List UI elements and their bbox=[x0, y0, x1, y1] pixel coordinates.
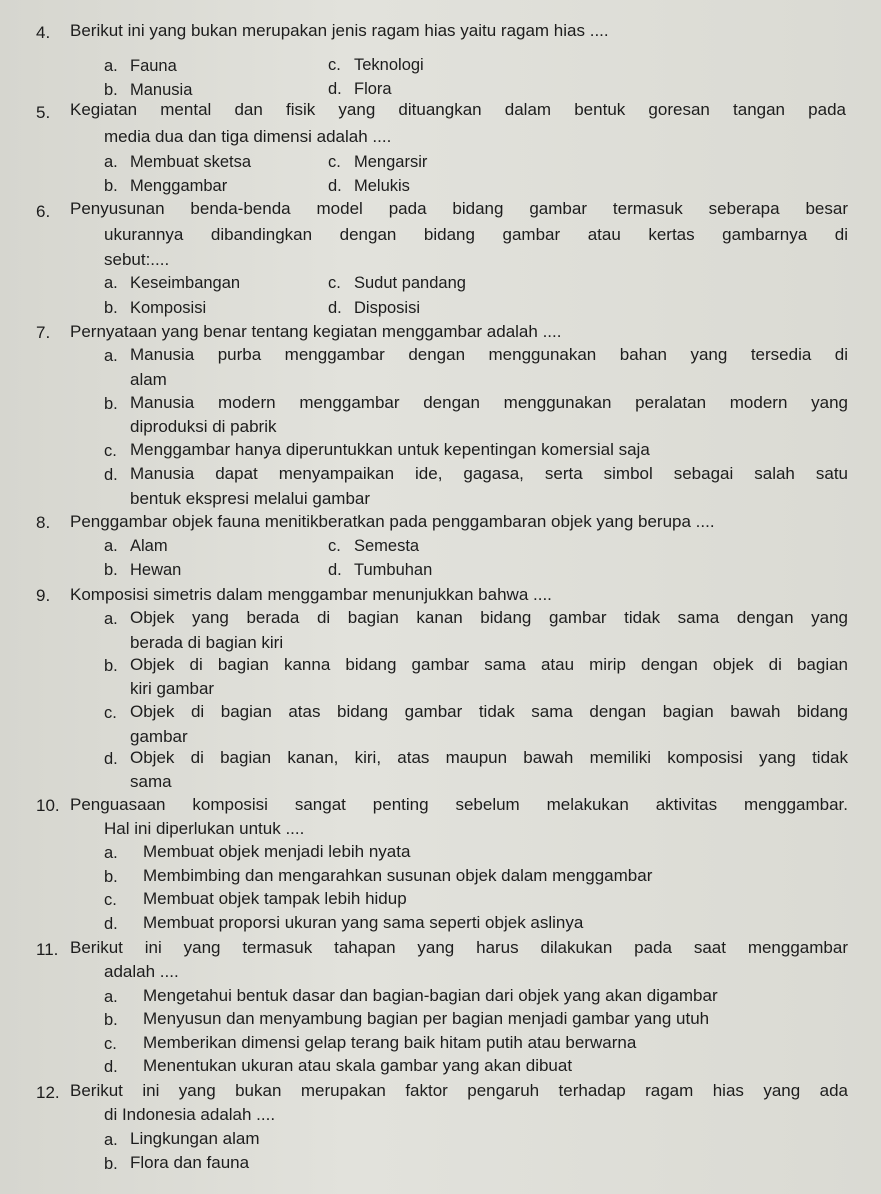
question-number: 8. bbox=[36, 513, 51, 532]
option-d: d. Tumbuhan bbox=[328, 561, 433, 579]
option-d-text: sama bbox=[130, 772, 172, 791]
option-a: a. Alam bbox=[104, 537, 168, 555]
option-b: b. Komposisi bbox=[104, 299, 207, 317]
question-text: Hal ini diperlukan untuk .... bbox=[104, 819, 305, 838]
option-a: a. bbox=[104, 988, 118, 1006]
question-number: 7. bbox=[36, 323, 51, 342]
option-c: c. bbox=[104, 891, 117, 909]
option-b: b. bbox=[104, 868, 118, 886]
question-text: sebut:.... bbox=[104, 250, 170, 269]
option-a-text: berada di bagian kiri bbox=[130, 633, 284, 652]
option-c: c. Teknologi bbox=[328, 56, 424, 74]
question-text: di Indonesia adalah .... bbox=[104, 1105, 276, 1124]
question-number: 12. bbox=[36, 1083, 60, 1102]
option-c: c. bbox=[104, 1035, 117, 1053]
option-b-text: Manusia modern menggambar dengan menggunakan peralatan modern yang bbox=[130, 393, 848, 412]
option-b-text: Flora dan fauna bbox=[130, 1153, 250, 1172]
option-a-text: Manusia purba menggambar dengan menggunakan bahan yang tersedia di bbox=[130, 345, 848, 364]
question-text: adalah .... bbox=[104, 962, 179, 981]
question-number: 10. bbox=[36, 796, 60, 815]
option-a: a. Fauna bbox=[104, 57, 177, 75]
option-d-text: Manusia dapat menyampaikan ide, gagasa, serta simbol sebagai salah satu bbox=[130, 464, 848, 483]
question-number: 5. bbox=[36, 103, 51, 122]
option-a-text: Lingkungan alam bbox=[130, 1129, 260, 1148]
option-a: a. bbox=[104, 1131, 118, 1149]
option-b: b. bbox=[104, 395, 118, 413]
question-text: Berikut ini yang termasuk tahapan yang harus dilakukan pada saat menggambar bbox=[70, 938, 848, 957]
question-number: 9. bbox=[36, 586, 51, 605]
question-text: Penyusunan benda-benda model pada bidang gambar termasuk seberapa besar bbox=[70, 199, 848, 218]
option-d: d. Disposisi bbox=[328, 299, 421, 317]
question-text: Berikut ini yang bukan merupakan jenis ragam hias yaitu ragam hias .... bbox=[70, 21, 609, 40]
option-d: d. Melukis bbox=[328, 177, 410, 195]
option-b: b. bbox=[104, 1011, 118, 1029]
option-b: b. Hewan bbox=[104, 561, 182, 579]
option-a-text: Membuat objek menjadi lebih nyata bbox=[143, 842, 411, 861]
option-d: d. Flora bbox=[328, 80, 392, 98]
question-text: Komposisi simetris dalam menggambar menunjukkan bahwa .... bbox=[70, 585, 552, 604]
option-b-text: Menyusun dan menyambung bagian per bagian menjadi gambar yang utuh bbox=[143, 1009, 710, 1028]
option-c: c. bbox=[104, 704, 117, 722]
option-b-text: Objek di bagian kanna bidang gambar sama atau mirip dengan objek di bagian bbox=[130, 655, 848, 674]
option-a: a. Membuat sketsa bbox=[104, 153, 252, 171]
question-number: 11. bbox=[36, 940, 59, 959]
question-text: Penggambar objek fauna menitikberatkan pada penggambaran objek yang berupa .... bbox=[70, 512, 715, 531]
option-a-text: Objek yang berada di bagian kanan bidang gambar tidak sama dengan yang bbox=[130, 608, 848, 627]
option-c-text: gambar bbox=[130, 727, 188, 746]
option-b: b. bbox=[104, 657, 118, 675]
option-a: a. bbox=[104, 610, 118, 628]
option-b-text: diproduksi di pabrik bbox=[130, 417, 277, 436]
option-d: d. bbox=[104, 750, 118, 768]
option-d: d. bbox=[104, 466, 118, 484]
option-c-text: Membuat objek tampak lebih hidup bbox=[143, 889, 407, 908]
option-b: b. Manusia bbox=[104, 81, 193, 99]
option-c: c. bbox=[104, 442, 117, 460]
question-text: media dua dan tiga dimensi adalah .... bbox=[104, 127, 392, 146]
option-c-text: Memberikan dimensi gelap terang baik hitam putih atau berwarna bbox=[143, 1033, 637, 1052]
question-number: 4. bbox=[36, 23, 51, 42]
question-number: 6. bbox=[36, 202, 51, 221]
option-a: a. Keseimbangan bbox=[104, 274, 241, 292]
question-text: Penguasaan komposisi sangat penting sebelum melakukan aktivitas menggambar. bbox=[70, 795, 848, 814]
option-d-text: bentuk ekspresi melalui gambar bbox=[130, 489, 371, 508]
option-d-text: Objek di bagian kanan, kiri, atas maupun bawah memiliki komposisi yang tidak bbox=[130, 748, 848, 767]
option-d-text: Membuat proporsi ukuran yang sama seperti objek aslinya bbox=[143, 913, 584, 932]
option-c-text: Menggambar hanya diperuntukkan untuk kepentingan komersial saja bbox=[130, 440, 650, 459]
option-d: d. bbox=[104, 915, 118, 933]
question-text: Pernyataan yang benar tentang kegiatan menggambar adalah .... bbox=[70, 322, 562, 341]
option-a-text: Mengetahui bentuk dasar dan bagian-bagian dari objek yang akan digambar bbox=[143, 986, 718, 1005]
option-d-text: Menentukan ukuran atau skala gambar yang akan dibuat bbox=[143, 1056, 573, 1075]
option-b: b. bbox=[104, 1155, 118, 1173]
option-a: a. bbox=[104, 347, 118, 365]
option-b: b. Menggambar bbox=[104, 177, 228, 195]
option-a: a. bbox=[104, 844, 118, 862]
question-text: ukurannya dibandingkan dengan bidang gambar atau kertas gambarnya di bbox=[104, 225, 848, 244]
option-d: d. bbox=[104, 1058, 118, 1076]
option-b-text: kiri gambar bbox=[130, 679, 215, 698]
option-c: c. Sudut pandang bbox=[328, 274, 466, 292]
option-a-text: alam bbox=[130, 370, 167, 389]
option-c: c. Semesta bbox=[328, 537, 420, 555]
question-text: Berikut ini yang bukan merupakan faktor pengaruh terhadap ragam hias yang ada bbox=[70, 1081, 848, 1100]
option-c: c. Mengarsir bbox=[328, 153, 428, 171]
option-b-text: Membimbing dan mengarahkan susunan objek dalam menggambar bbox=[143, 866, 653, 885]
question-text: Kegiatan mental dan fisik yang dituangkan dalam bentuk goresan tangan pada bbox=[70, 100, 846, 119]
option-c-text: Objek di bagian atas bidang gambar tidak sama dengan bagian bawah bidang bbox=[130, 702, 848, 721]
